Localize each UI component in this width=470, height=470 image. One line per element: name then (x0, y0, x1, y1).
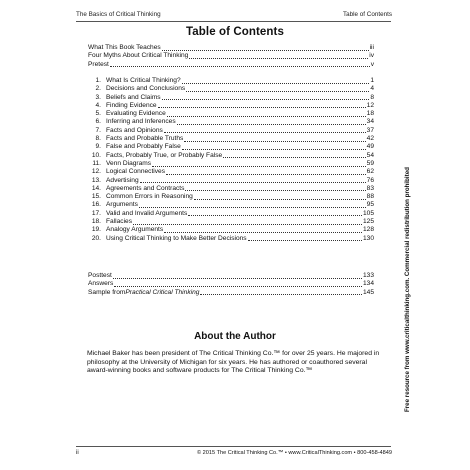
toc-entry (88, 52, 374, 60)
chapter-number: 13. (91, 176, 101, 184)
dot-leader (194, 193, 366, 200)
entry-title-italic: Practical Critical Thinking (125, 288, 200, 296)
toc-entry (88, 210, 374, 218)
toc-entry (88, 193, 374, 201)
toc-entry (88, 77, 374, 85)
dot-leader (200, 289, 362, 296)
entry-title: Beliefs and Claims (106, 93, 161, 101)
toc-entry (88, 289, 374, 297)
entry-page: 105 (362, 209, 374, 217)
page-number: ii (76, 450, 79, 456)
entry-title: Analogy Arguments (106, 226, 164, 234)
entry-page: 8 (370, 93, 374, 101)
entry-title-prefix: Sample from (88, 288, 126, 296)
chapter-number: 18. (91, 218, 101, 226)
entry-title: Arguments (106, 201, 138, 209)
entry-page: 83 (366, 184, 374, 192)
entry-page: 54 (366, 151, 374, 159)
dot-leader (139, 201, 366, 208)
dot-leader (185, 185, 365, 192)
dot-leader (167, 110, 366, 117)
entry-page: iv (369, 52, 374, 60)
entry-page: 88 (366, 193, 374, 201)
toc-entry (88, 143, 374, 151)
toc-entry (88, 235, 374, 243)
entry-title: Posttest (88, 272, 112, 279)
toc-entry (88, 177, 374, 185)
chapter-number: 1. (95, 77, 101, 84)
entry-title: Facts and Probable Truths (106, 135, 184, 143)
header-rule (76, 21, 391, 22)
entry-title: Inferring and Inferences (106, 118, 176, 126)
chapter-number: 15. (91, 193, 101, 201)
entry-title: Venn Diagrams (106, 159, 152, 167)
dot-leader (184, 135, 365, 142)
toc-entry (88, 127, 374, 135)
toc-back-matter (88, 272, 374, 297)
chapter-number: 12. (91, 168, 101, 176)
chapter-number: 10. (91, 151, 101, 159)
chapter-number: 6. (95, 118, 101, 126)
chapter-number: 14. (91, 184, 101, 192)
toc-entry (88, 94, 374, 102)
footer-copyright: © 2015 The Critical Thinking Co.™ • www.CriticalThinking.com • 800-458-4849 (197, 450, 392, 456)
toc-entry (88, 44, 374, 52)
toc-entry (88, 168, 374, 176)
entry-page: 125 (362, 218, 374, 226)
dot-leader (188, 210, 362, 217)
toc-entry (88, 110, 374, 118)
dot-leader (162, 94, 370, 101)
about-author-text: Michael Baker has been president of The Critical Thinking Co.™ for over 25 years. He majored in philosophy at the University of Michigan for six years. He has authored or coauthored several award-winning books and software products for The Critical Thinking Co.™ (87, 350, 380, 375)
entry-page: iii (369, 44, 374, 51)
entry-title: Common Errors in Reasoning (106, 193, 193, 201)
dot-leader (162, 44, 369, 51)
entry-title: Four Myths About Critical Thinking (88, 52, 189, 60)
entry-title: Agreements and Contracts (106, 184, 185, 192)
dot-leader (113, 272, 362, 279)
toc-entry (88, 85, 374, 93)
chapter-number: 9. (95, 143, 101, 151)
header-book-title: The Basics of Critical Thinking (76, 11, 161, 18)
entry-page: 1 (370, 77, 374, 84)
toc-entry (88, 272, 374, 280)
dot-leader (114, 280, 362, 287)
dot-leader (223, 152, 365, 159)
dot-leader (166, 168, 366, 175)
chapter-number: 17. (91, 209, 101, 217)
entry-title: Advertising (106, 176, 139, 184)
entry-title: What Is Critical Thinking? (106, 77, 181, 84)
entry-title: Using Critical Thinking to Make Better Decisions (106, 234, 247, 242)
chapter-number: 19. (91, 226, 101, 234)
toc-entry (88, 218, 374, 226)
entry-page: 18 (366, 110, 374, 118)
dot-leader (164, 127, 366, 134)
toc-entry (88, 118, 374, 126)
chapter-number: 16. (91, 201, 101, 209)
toc-entry (88, 160, 374, 168)
dot-leader (177, 118, 366, 125)
header-section: Table of Contents (342, 11, 392, 18)
entry-page: 42 (366, 135, 374, 143)
chapter-number: 11. (92, 159, 101, 167)
entry-title: Fallacies (106, 218, 133, 226)
chapter-number: 4. (95, 101, 101, 109)
dot-leader (158, 102, 366, 109)
dot-leader (152, 160, 366, 167)
toc-entry (88, 152, 374, 160)
entry-page: 34 (366, 118, 374, 126)
toc-entry (88, 201, 374, 209)
entry-page: 62 (366, 168, 374, 176)
dot-leader (133, 218, 362, 225)
chapter-number: 2. (95, 85, 101, 93)
toc-entry (88, 226, 374, 234)
entry-page: 134 (362, 280, 374, 288)
entry-title: Facts, Probably True, or Probably False (106, 151, 223, 159)
dot-leader (182, 77, 370, 84)
entry-page: 76 (366, 176, 374, 184)
toc-chapter-list (88, 77, 374, 243)
entry-title: Facts and Opinions (106, 126, 163, 134)
entry-page: 130 (362, 234, 374, 242)
chapter-number: 8. (95, 135, 101, 143)
entry-page: 4 (370, 85, 374, 93)
toc-entry (88, 61, 374, 69)
about-author-heading: About the Author (194, 331, 276, 342)
entry-page: 133 (362, 272, 374, 279)
entry-title: Evaluating Evidence (106, 110, 166, 118)
entry-page: 145 (362, 288, 374, 296)
chapter-number: 20. (91, 234, 101, 242)
footer-rule (76, 446, 391, 447)
redistribution-notice: Free resource from www.criticalthinking.com. Commercial redistribution prohibited (404, 167, 411, 412)
dot-leader (186, 85, 369, 92)
toc-title: Table of Contents (186, 26, 284, 38)
chapter-number: 7. (95, 126, 101, 134)
toc-entry (88, 280, 374, 288)
dot-leader (164, 226, 362, 233)
entry-page: 37 (366, 126, 374, 134)
entry-title: Finding Evidence (106, 101, 157, 109)
entry-title: Decisions and Conclusions (106, 85, 186, 93)
entry-page: 12 (366, 101, 374, 109)
chapter-number: 5. (95, 110, 101, 118)
dot-leader (248, 235, 362, 242)
dot-leader (182, 143, 366, 150)
entry-page: v (370, 60, 374, 68)
entry-page: 59 (366, 159, 374, 167)
entry-page: 49 (366, 143, 374, 151)
entry-title: Pretest (88, 60, 109, 68)
entry-title: Logical Connectives (106, 168, 166, 176)
entry-page: 95 (366, 201, 374, 209)
entry-title: Answers (88, 280, 114, 288)
dot-leader (110, 61, 370, 68)
entry-title: Valid and Invalid Arguments (106, 209, 188, 217)
chapter-number: 3. (95, 93, 101, 101)
toc-front-matter (88, 44, 374, 69)
dot-leader (189, 52, 368, 59)
toc-entry (88, 135, 374, 143)
entry-title: What This Book Teaches (88, 44, 161, 51)
entry-page: 128 (362, 226, 374, 234)
dot-leader (140, 177, 366, 184)
toc-entry (88, 185, 374, 193)
entry-title: False and Probably False (106, 143, 181, 151)
toc-entry (88, 102, 374, 110)
